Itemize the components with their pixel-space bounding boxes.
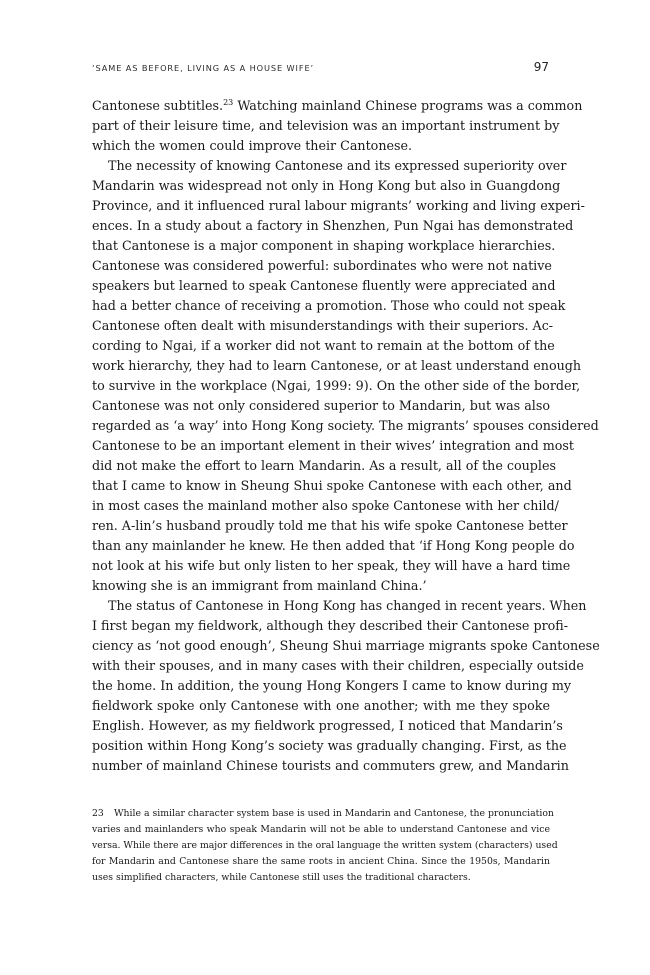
footnote-line: uses simplified characters, while Cantonese still uses the traditional characters. [92,872,471,883]
body-line: than any mainlander he knew. He then added that ‘if Hong Kong people do [92,538,575,553]
body-line: fieldwork spoke only Cantonese with one another; with me they spoke [92,698,550,713]
body-line: number of mainland Chinese tourists and commuters grew, and Mandarin [92,758,569,773]
body-line: English. However, as my fieldwork progressed, I noticed that Mandarin’s [92,718,563,733]
body-line: position within Hong Kong’s society was gradually changing. First, as the [92,738,567,753]
body-line: Cantonese was not only considered superior to Mandarin, but was also [92,398,550,413]
body-line: that Cantonese is a major component in shaping workplace hierarchies. [92,238,556,253]
footnote-ref[interactable]: 23 [223,98,234,107]
body-line: ences. In a study about a factory in Shenzhen, Pun Ngai has demonstrated [92,218,574,233]
footnote-line: 23 While a similar character system base is used in Mandarin and Cantonese, the pronunciation [92,806,550,822]
body-line: did not make the effort to learn Mandarin. As a result, all of the couples [92,458,556,473]
body-line: cording to Ngai, if a worker did not want to remain at the bottom of the [92,338,555,353]
body-line: to survive in the workplace (Ngai, 1999: 9). On the other side of the border, [92,378,581,393]
body-line: that I came to know in Sheung Shui spoke Cantonese with each other, and [92,478,572,493]
body-line: regarded as ‘a way’ into Hong Kong society. The migrants’ spouses considered [92,418,599,433]
body-line: Mandarin was widespread not only in Hong Kong but also in Guangdong [92,178,561,193]
first-line-lead: Cantonese subtitles. [92,98,224,113]
body-line: ciency as ‘not good enough’, Sheung Shui marriage migrants spoke Cantonese [92,638,600,653]
body-line: Province, and it influenced rural labour migrants’ working and living experi- [92,198,585,213]
body-line: had a better chance of receiving a promotion. Those who could not speak [92,298,566,313]
body-line: which the women could improve their Cantonese. [92,138,413,153]
footnote-number: 23 [92,808,104,819]
body-line: Cantonese subtitles.$^{23}$ Watching mainland Chinese programs was a common [92,98,583,113]
running-head: ‘SAME AS BEFORE, LIVING AS A HOUSE WIFE’ [92,63,315,73]
footnote-line: versa. While there are major differences in the oral language the written system (characters) used [92,840,558,851]
page-number: 97 [533,60,549,74]
body-line: The necessity of knowing Cantonese and its expressed superiority over [108,158,567,173]
body-line: ren. A-lin’s husband proudly told me that his wife spoke Cantonese better [92,518,568,533]
footnote-line: for Mandarin and Cantonese share the same roots in ancient China. Since the 1950s, Mandarin [92,856,550,867]
body-line: Cantonese to be an important element in their wives’ integration and most [92,438,575,453]
body-line: The status of Cantonese in Hong Kong has changed in recent years. When [108,598,587,613]
body-line: with their spouses, and in many cases with their children, especially outside [92,658,584,673]
body-line: work hierarchy, they had to learn Cantonese, or at least understand enough [92,358,582,373]
body-line: not look at his wife but only listen to her speak, they will have a hard time [92,558,571,573]
body-line: the home. In addition, the young Hong Kongers I came to know during my [92,678,572,693]
body-line: Cantonese was considered powerful: subordinates who were not native [92,258,552,273]
body-line: I first began my fieldwork, although they described their Cantonese profi- [92,618,569,633]
body-line: part of their leisure time, and television was an important instrument by [92,118,560,133]
footnote-line: varies and mainlanders who speak Mandarin will not be able to understand Cantonese and vice [92,824,550,835]
body-line: Cantonese often dealt with misunderstandings with their superiors. Ac- [92,318,554,333]
body-line: in most cases the mainland mother also spoke Cantonese with her child/ [92,498,559,513]
body-line: knowing she is an immigrant from mainland China.’ [92,578,427,593]
body-line: speakers but learned to speak Cantonese fluently were appreciated and [92,278,556,293]
